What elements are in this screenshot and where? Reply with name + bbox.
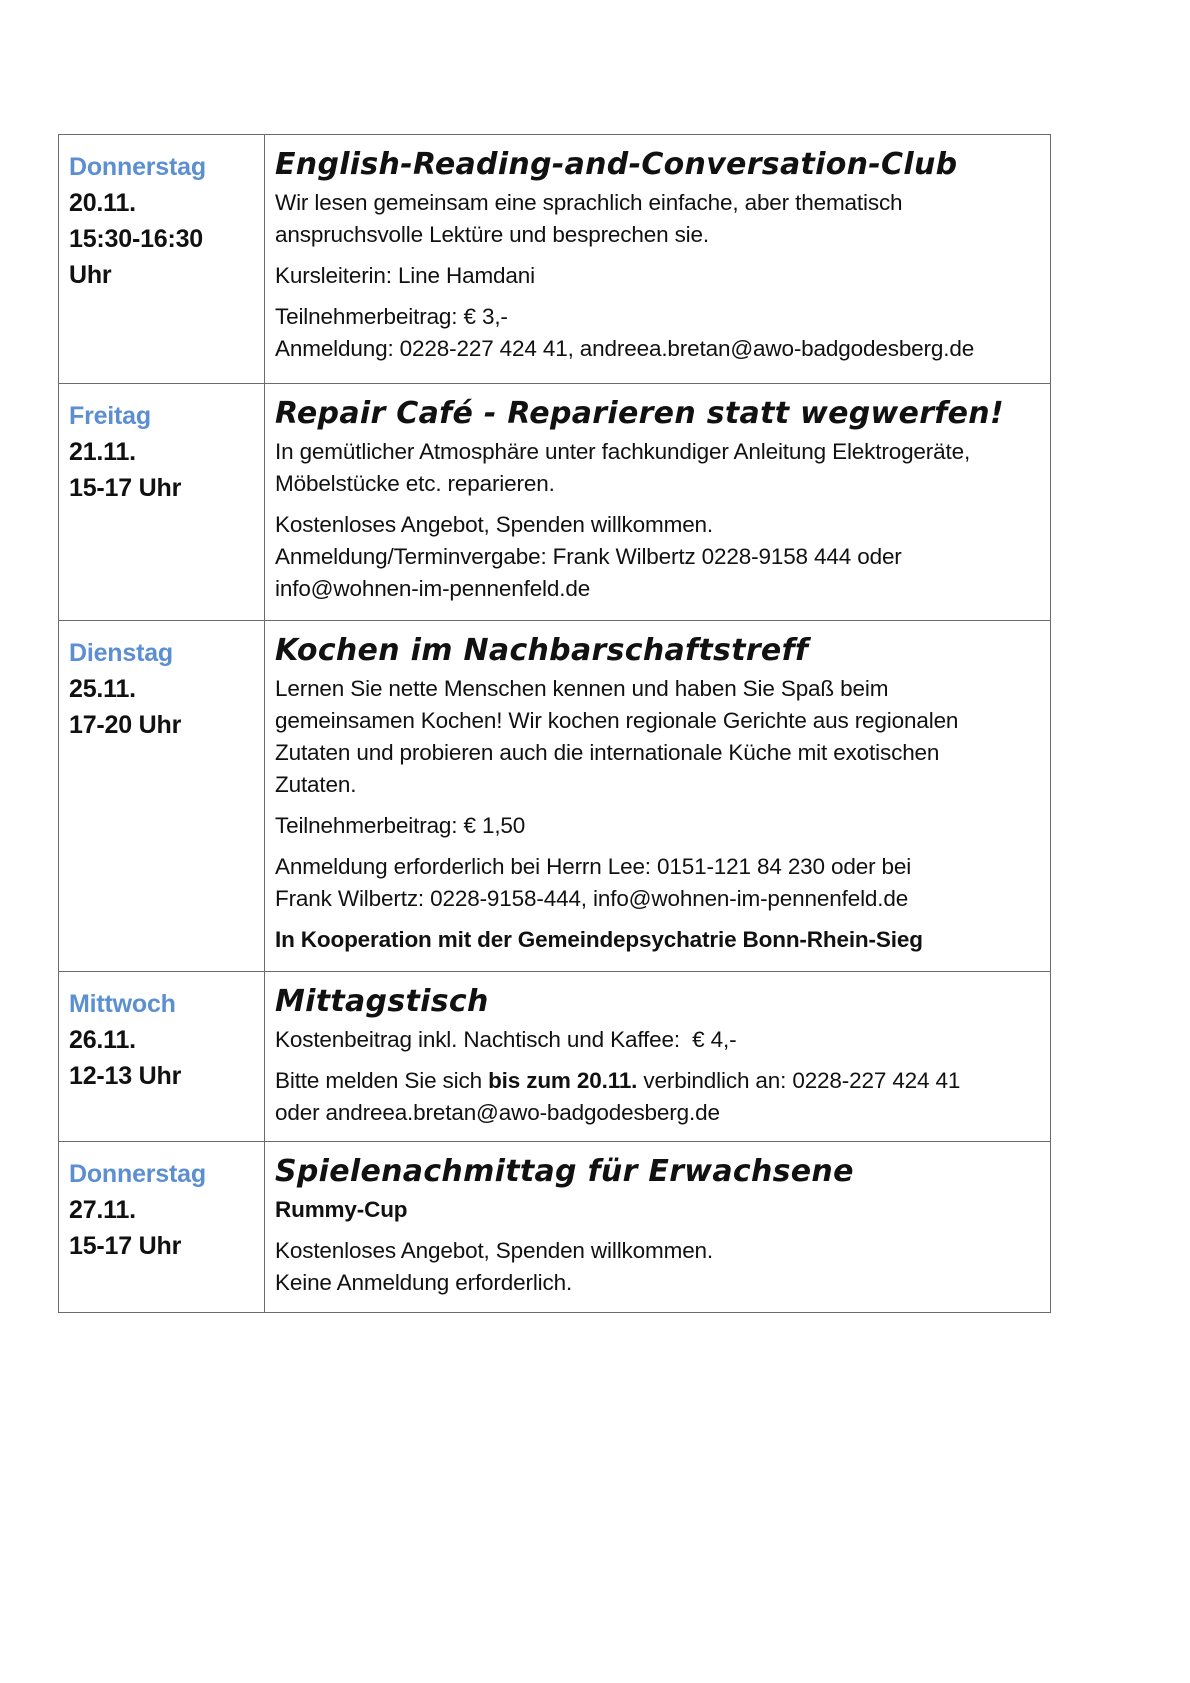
description-line: Wir lesen gemeinsam eine sprachlich einfache, aber thematisch	[275, 190, 903, 215]
registration-deadline: bis zum 20.11.	[488, 1068, 638, 1093]
event-subtitle: Rummy-Cup	[275, 1197, 408, 1222]
event-content-cell	[265, 135, 1051, 384]
event-row	[59, 384, 1051, 621]
event-fee: Kostenbeitrag inkl. Nachtisch und Kaffee: € 4,-	[275, 1027, 737, 1052]
event-time: 15-17 Uhr	[69, 1232, 182, 1260]
registration-line: Frank Wilbertz: 0228-9158-444, info@wohnen-im-pennenfeld.de	[275, 886, 909, 911]
info-line: Kostenloses Angebot, Spenden willkommen.	[275, 512, 714, 537]
event-time: 12-13 Uhr	[69, 1062, 182, 1090]
registration-suffix: verbindlich an: 0228-227 424 41	[637, 1068, 961, 1093]
event-fee: Teilnehmerbeitrag: € 1,50	[275, 813, 526, 838]
event-fee: Teilnehmerbeitrag: € 3,-	[275, 304, 508, 329]
event-row	[59, 972, 1051, 1142]
description-line: Zutaten.	[275, 772, 357, 797]
event-title: Spielenachmittag für Erwachsene	[275, 1154, 854, 1189]
event-weekday: Mittwoch	[69, 990, 176, 1018]
description-line: gemeinsamen Kochen! Wir kochen regionale Gerichte aus regionalen	[275, 708, 959, 733]
info-line: Kostenloses Angebot, Spenden willkommen.	[275, 1238, 714, 1263]
event-title: Repair Café - Reparieren statt wegwerfen!	[275, 396, 1004, 431]
event-row	[59, 1142, 1051, 1313]
event-time: 17-20 Uhr	[69, 711, 182, 739]
event-content-cell	[265, 621, 1051, 972]
event-date: 20.11.	[69, 189, 136, 217]
event-description	[275, 436, 1042, 500]
event-row	[59, 135, 1051, 384]
registration-line	[275, 1065, 1042, 1097]
event-title: English-Reading-and-Conversation-Club	[275, 147, 958, 182]
event-fee-registration	[275, 301, 1042, 365]
event-info	[275, 1235, 1042, 1299]
event-title: Mittagstisch	[275, 984, 489, 1019]
event-time-unit: Uhr	[69, 261, 112, 289]
event-date-cell	[59, 1142, 265, 1313]
registration-prefix: Bitte melden Sie sich	[275, 1068, 489, 1093]
event-date-cell	[59, 384, 265, 621]
event-weekday: Dienstag	[69, 639, 173, 667]
event-time: 15-17 Uhr	[69, 474, 182, 502]
event-info	[275, 509, 1042, 605]
event-date: 26.11.	[69, 1026, 136, 1054]
description-line: In gemütlicher Atmosphäre unter fachkundiger Anleitung Elektrogeräte,	[275, 439, 971, 464]
info-line: Anmeldung/Terminvergabe: Frank Wilbertz 0228-9158 444 oder	[275, 544, 902, 569]
event-content-cell	[265, 972, 1051, 1142]
event-weekday: Donnerstag	[69, 1160, 206, 1188]
event-date-cell	[59, 621, 265, 972]
description-line: Lernen Sie nette Menschen kennen und haben Sie Spaß beim	[275, 676, 889, 701]
info-line: info@wohnen-im-pennenfeld.de	[275, 576, 591, 601]
info-line: Keine Anmeldung erforderlich.	[275, 1270, 573, 1295]
event-cooperation-note: In Kooperation mit der Gemeindepsychatrie Bonn-Rhein-Sieg	[275, 927, 923, 952]
event-content-cell	[265, 384, 1051, 621]
event-schedule-table	[58, 134, 1051, 1313]
event-date-cell	[59, 135, 265, 384]
event-registration	[275, 851, 1042, 915]
registration-line: Anmeldung erforderlich bei Herrn Lee: 0151-121 84 230 oder bei	[275, 854, 912, 879]
event-date: 27.11.	[69, 1196, 136, 1224]
event-weekday: Donnerstag	[69, 153, 206, 181]
event-row	[59, 621, 1051, 972]
event-date: 25.11.	[69, 675, 136, 703]
event-title: Kochen im Nachbarschaftstreff	[275, 633, 809, 668]
event-registration	[275, 1065, 1042, 1129]
event-description	[275, 673, 1042, 801]
event-content-cell	[265, 1142, 1051, 1313]
event-registration: Anmeldung: 0228-227 424 41, andreea.bretan@awo-badgodesberg.de	[275, 336, 975, 361]
event-leader: Kursleiterin: Line Hamdani	[275, 263, 535, 288]
event-time: 15:30-16:30	[69, 225, 204, 253]
registration-line: oder andreea.bretan@awo-badgodesberg.de	[275, 1100, 720, 1125]
description-line: Zutaten und probieren auch die internationale Küche mit exotischen	[275, 740, 940, 765]
event-date: 21.11.	[69, 438, 136, 466]
event-date-cell	[59, 972, 265, 1142]
event-description	[275, 187, 1042, 251]
description-line: Möbelstücke etc. reparieren.	[275, 471, 555, 496]
event-weekday: Freitag	[69, 402, 151, 430]
description-line: anspruchsvolle Lektüre und besprechen sie.	[275, 222, 709, 247]
